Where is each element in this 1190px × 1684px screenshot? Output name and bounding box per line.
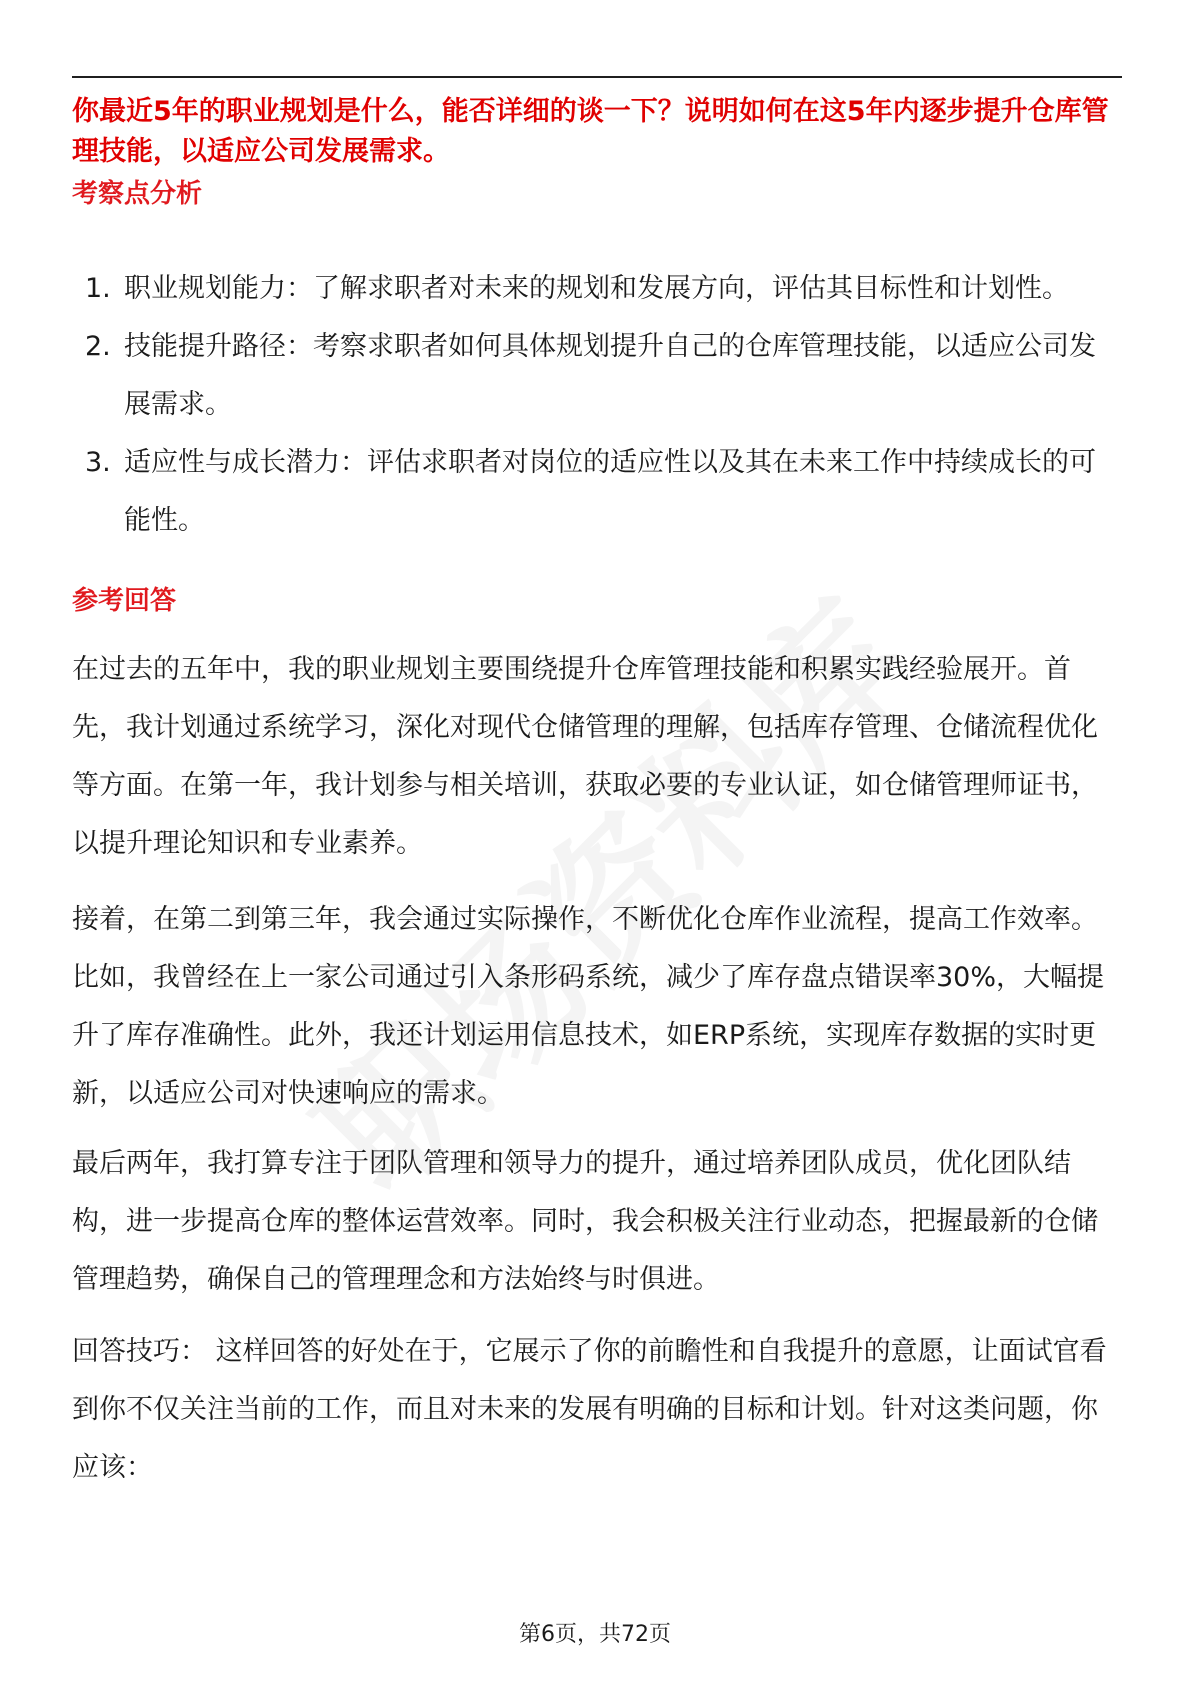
point-number: 2. bbox=[85, 331, 111, 362]
top-rule bbox=[72, 76, 1122, 78]
answer-paragraph: 接着，在第二到第三年，我会通过实际操作，不断优化仓库作业流程，提高工作效率。比如，我曾经在上一家公司通过引入条形码系统，减少了库存盘点错误率30%，大幅提升了库存准确性。此外，我还计划运用信息技术，如ERP系统，实现库存数据的实时更新，以适应公司对快速响应的需求。 bbox=[72, 904, 1105, 1109]
analysis-list bbox=[72, 260, 1122, 550]
answer-paragraph: 在过去的五年中，我的职业规划主要围绕提升仓库管理技能和积累实践经验展开。首先，我计划通过系统学习，深化对现代仓储管理的理解，包括库存管理、仓储流程优化等方面。在第一年，我计划参与相关培训，获取必要的专业认证，如仓储管理师证书，以提升理论知识和专业素养。 bbox=[72, 654, 1098, 859]
question-heading: 你最近5年的职业规划是什么，能否详细的谈一下？说明如何在这5年内逐步提升仓库管理技能，以适应公司发展需求。 bbox=[72, 96, 1109, 167]
answer-tips-paragraph: 回答技巧： 这样回答的好处在于，它展示了你的前瞻性和自我提升的意愿，让面试官看到你不仅关注当前的工作，而且对未来的发展有明确的目标和计划。针对这类问题，你应该： bbox=[72, 1336, 1107, 1483]
page-footer: 第6页，共72页 bbox=[519, 1622, 671, 1647]
point-text: 适应性与成长潜力：评估求职者对岗位的适应性以及其在未来工作中持续成长的可能性。 bbox=[124, 447, 1096, 536]
analysis-point bbox=[72, 434, 1122, 550]
point-text: 职业规划能力：了解求职者对未来的规划和发展方向，评估其目标性和计划性。 bbox=[124, 273, 1069, 304]
analysis-point bbox=[72, 318, 1122, 434]
answer-title: 参考回答 bbox=[72, 586, 177, 616]
point-number: 1. bbox=[85, 273, 111, 304]
analysis-point bbox=[72, 260, 1122, 318]
analysis-title: 考察点分析 bbox=[72, 179, 203, 209]
point-text: 技能提升路径：考察求职者如何具体规划提升自己的仓库管理技能，以适应公司发展需求。 bbox=[124, 331, 1096, 420]
point-number: 3. bbox=[85, 447, 111, 478]
answer-paragraph: 最后两年，我打算专注于团队管理和领导力的提升，通过培养团队成员，优化团队结构，进一步提高仓库的整体运营效率。同时，我会积极关注行业动态，把握最新的仓储管理趋势，确保自己的管理理念和方法始终与时俱进。 bbox=[72, 1148, 1098, 1295]
